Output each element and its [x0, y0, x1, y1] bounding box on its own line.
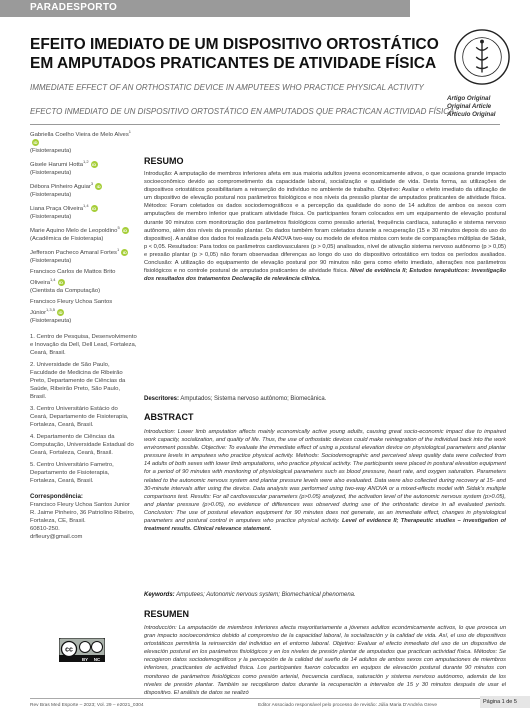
keywords-line [144, 592, 356, 598]
orcid-icon[interactable]: iD [58, 309, 63, 315]
footer-editor: Editor Associado responsável pelo processo de revisão: Júlia Maria D'Andréa Greve [258, 703, 438, 708]
author-affiliation-sup: 1,3,5 [46, 306, 55, 312]
affiliation-list [30, 333, 137, 485]
author-role: (Cientista da Computação) [30, 287, 101, 294]
society-seal-logo [453, 28, 511, 86]
author-affiliation-sup: 1 [128, 129, 132, 134]
author-role: (Fisioterapeuta) [30, 170, 72, 176]
resumo-evidence-level: Nível de evidência II; Estudos terapêuticos: investigação dos resultados dos tratamentos Declaração de relevância clínica. [144, 268, 506, 283]
footer-divider [30, 698, 500, 699]
correspondence-email[interactable]: drfleury@gmail.com [30, 533, 83, 540]
page-number: Página 1 de 5 [480, 696, 530, 708]
section-label: PARADESPORTO [30, 2, 118, 13]
orcid-icon[interactable]: iD [59, 279, 64, 285]
resumen-heading: RESUMEN [144, 609, 190, 619]
author-entry [30, 158, 137, 177]
author-name: Liana Praça Oliveira [30, 205, 84, 212]
author-name: Francisco Fleury Uchoa Santos Júnior [30, 298, 113, 316]
article-title-spanish: EFECTO INMEDIATO DE UN DISPOSITIVO ORTOSTÁTICO EN AMPUTADOS QUE PRACTICAN ACTIVIDAD FÍSICA [30, 107, 455, 116]
orcid-icon[interactable]: iD [96, 183, 101, 189]
correspondence-heading: Correspondência: [30, 492, 83, 500]
orcid-icon[interactable]: iD [92, 205, 97, 211]
author-role: (Acadêmica de Fisioterapia) [30, 235, 104, 242]
author-name: Gisele Harumi Hotta [30, 162, 84, 168]
cc-by-label: BY [82, 656, 88, 662]
orcid-icon[interactable]: iD [33, 139, 38, 145]
article-title-english: IMMEDIATE EFFECT OF AN ORTHOSTATIC DEVICE IN AMPUTEES WHO PRACTICE PHYSICAL ACTIVITY [30, 83, 424, 92]
author-name: Débora Pinheiro Aguiar [30, 183, 91, 190]
author-affiliation-sup: 1 [116, 246, 120, 252]
author-affiliation-sup: 1,2 [83, 159, 89, 165]
keywords-label: Keywords: [144, 592, 175, 598]
correspondence-line: Francisco Fleury Uchoa Santos Junior [30, 501, 130, 508]
author-role: (Fisioterapeuta) [30, 191, 72, 198]
correspondence-line: R. Jaime Pinheiro, 36 Patriolino Ribeiro, Fortaleza, CE, Brasil. [30, 509, 135, 524]
orcid-icon[interactable]: iD [92, 161, 97, 167]
affiliation-item: 2. Universidade de São Paulo, Faculdade de Medicina de Ribeirão Preto, Departamento de Ciências da Saúde, Ribeirão Preto, São Paulo, Brasil. [30, 361, 126, 400]
author-role: (Fisioterapeuta) [30, 257, 72, 264]
author-name: Gabriella Coelho Vieira de Melo Alves [30, 131, 129, 138]
cc-mark: cc [65, 646, 73, 654]
abstract-heading: ABSTRACT [144, 412, 194, 422]
cc-nc-label: NC [93, 656, 101, 662]
author-list [30, 128, 137, 325]
descritores-line [144, 396, 326, 402]
abstract-body: Introduction: Lower limb amputation affects mainly economically active young adults, causing great socio-economic impact due to impaired work capacity, socialization, and quality of life. Thus, the use of orthostatic devices could make reintegration of the individual back into the work environment possible. Objective: To evaluate the immediate effect of using a postural elevation device on physiological parameters and plantar pressure levels in amputees who practice physical activity. Methods: Sociodemographic and perceived sleep quality data were collected from 14 adults of both sexes with lower limb amputations, who practice physical activity. The participants were placed in postural elevation equipment for a period of 90 minutes with monitoring of physiological parameters such as blood pressure, heart rate, and oxygen saturation. Parameters related to the autonomic nervous system and plantar pressure levels were also evaluated. Data were also collected during recovery at 15- and 30-minute intervals after using the device. Data analysis was performed using two-way ANOVA or a mixed-effects model with Sidak's multiple comparisons test. Results: For all cardiovascular parameters (p>0.05) analyzed, the activation level of the autonomic nervous system (p>0.05), and plantar pressure (p>0.05), no evidence of differences was observed during use of the orthostatic device in all evaluated periods. Conclusion: The use of postural elevation equipment for 90 minutes does not generate, as an immediate effect, changes in physiological parameters and postural control in amputees who practice physical activity. [144, 429, 506, 525]
author-role: (Fisioterapeuta) [30, 148, 72, 155]
correspondence-line: 60810-250. [30, 525, 60, 532]
author-affiliation-sup: 1,4 [83, 202, 89, 208]
author-affiliation-sup: 1,4 [49, 276, 56, 282]
article-title: EFEITO IMEDIATO DE UM DISPOSITIVO ORTOSTÁTICO EM AMPUTADOS PRATICANTES DE ATIVIDADE FÍSICA [30, 36, 439, 72]
author-role: (Fisioterapeuta) [30, 213, 72, 220]
author-entry [30, 180, 137, 199]
title-divider [30, 124, 500, 125]
author-name: Francisco Carlos de Mattos Brito Oliveira [30, 268, 116, 286]
affiliation-item: 3. Centro Universitário Estácio do Ceará, Departamento de Fisioterapia, Fortaleza, Ceará, Brasil. [30, 405, 129, 428]
author-name: Marie Aquino Melo de Leopoldino [30, 227, 118, 234]
author-entry [30, 246, 137, 265]
resumo-heading: RESUMO [144, 156, 184, 166]
affiliation-item: 4. Departamento de Ciências da Computação, Universidade Estadual do Ceará, Fortaleza, Ceará, Brasil. [30, 433, 134, 456]
article-type-en: Original Article [447, 103, 492, 110]
affiliation-item: 5. Centro Universitário Fametro, Departamento de Fisioterapia, Fortaleza, Ceará, Brasil. [30, 461, 114, 484]
author-affiliation-sup: 5 [117, 224, 120, 230]
orcid-icon[interactable]: iD [122, 249, 127, 255]
descritores-values: Amputados; Sistema nervoso autônomo; Biomecânica. [180, 396, 327, 402]
affiliation-item: 1. Centro de Pesquisa, Desenvolvimento e Inovação da Dell, Dell Lead, Fortaleza, Ceará, Brasil. [30, 333, 137, 356]
author-entry [30, 128, 137, 155]
abstract-evidence-level: Level of evidence II; Therapeutic studies – investigation of treatment results. Clinical relevance statement. [144, 518, 506, 533]
keywords-values: Amputees; Autonomic nervous system; Biomechanical phenomena. [176, 592, 356, 598]
resumo-body: Introdução: A amputação de membros inferiores afeta em sua maioria adultos jovens economicamente ativos, o que ocasiona grande impacto socioeconômico devido ao comprometimento da capacidade laboral, socialização e qualidade de vida. Desta forma, as utilizações de dispositivos ortostáticos possibilitariam a reinserção do indivíduo no ambiente de trabalho. Objetivo: Avaliar o efeito imediato da utilização de um dispositivo de elevação postural nos parâmetros fisiológicos e nos níveis da pressão plantar de amputados praticantes de atividade física. Métodos: Foram coletados os dados sociodemográficos e a percepção da qualidade do sono de 14 adultos de ambos os sexos com amputações de membro inferior que praticam atividade física. Os participantes foram colocados em um equipamento de elevação postural durante 90 minutos com monitorização dos parâmetros fisiológicos como pressão arterial, frequência cardíaca, saturação e sistema nervoso autônomo, além dos níveis da pressão plantar. Os dados também foram coletados durante a recuperação (15 e 30 minutos depois do uso do dispositivo). A análise dos dados foi realizada pela ANOVA two-way ou modelo de efeitos mistos com teste de comparações múltiplas de Sidak, p < 0,05. Resultados: Para todos os parâmetros cardiovasculares (p > 0,05) analisados, nível de ativação sistema nervoso autônomo (p > 0,05) e pressão plantar (p > 0,05) não foram observadas diferenças ao longo do uso do dispositivo ortostático em todos os períodos avaliados. Conclusão: A utilização do equipamento de elevação postural por 90 minutos não gera como efeito imediato, alterações nos parâmetros fisiológicos e no controle postural de amputados praticantes de atividade física. [144, 171, 506, 275]
resumen-text: Introducción: La amputación de miembros inferiores afecta mayoritariamente a jóvenes adultos económicamente activos, lo que provoca un gran impacto socioeconómico debido al compromiso de la capacidad laboral, la socialización y la calidad de vida. Así, el uso de dispositivos ortostáticos permitiría la reinserción del individuo en el entorno laboral. Objetivo: Evaluar el efecto inmediato del uso de un dispositivo de elevación postural en los parámetros fisiológicos y en los niveles de presión plantar de amputados que practican actividad física. Métodos: Se recogieron datos sociodemográficos y la percepción de la calidad del sueño de 14 adultos de ambos sexos con amputaciones de miembros inferiores, practicantes de actividad física. Los participantes fueron colocados en equipos de elevación postural durante 90 minutos con monitoreo de parámetros fisiológicos como presión arterial, frecuencia cardíaca, saturación y sistema nervioso autónomo, además de los niveles de presión plantar. También se recopilaron datos durante la recuperación a intervalos de 15 y 30 minutos después de usar el dispositivo. El análisis de datos se realizó [144, 625, 506, 696]
author-role: (Fisioterapeuta) [30, 317, 72, 324]
section-bar [0, 0, 410, 17]
descritores-label: Descritores: [144, 396, 180, 402]
orcid-icon[interactable]: iD [123, 227, 128, 233]
author-entry [30, 224, 137, 243]
abstract-text [144, 428, 506, 582]
author-entry [30, 268, 137, 295]
resumo-text [144, 170, 506, 386]
author-entry [30, 298, 137, 325]
cc-license-badge [59, 638, 105, 662]
article-type-labels [447, 95, 527, 119]
footer-citation: Rev Bras Med Esporte – 2023; Vol. 29 – e2021_0304 [30, 703, 144, 708]
author-affiliation-sup: 3 [90, 181, 94, 186]
article-type-es: Artículo Original [447, 111, 496, 118]
correspondence-block [30, 493, 137, 541]
author-entry [30, 202, 137, 221]
author-name: Jefferson Pacheco Amaral Fortes [30, 249, 117, 256]
author-sidebar [30, 128, 137, 541]
article-type-pt: Artigo Original [447, 95, 491, 102]
